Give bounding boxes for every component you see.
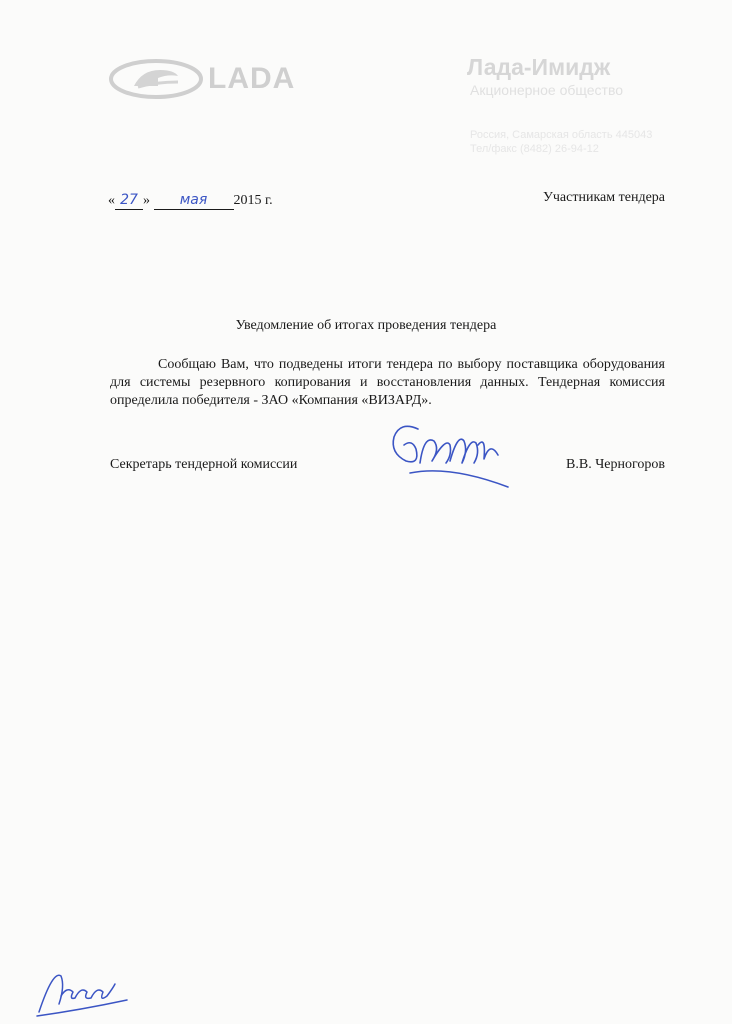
addressee: Участникам тендера (542, 190, 665, 205)
signatory-role: Секретарь тендерной комиссии (110, 457, 298, 472)
phone-line: Тел/факс (8482) 26-94-12 (470, 143, 599, 155)
signatory-name: В.В. Черногоров (566, 457, 665, 472)
company-type: Акционерное общество (470, 82, 624, 98)
lada-wordmark: LADA (208, 62, 296, 95)
date-close-quote: » (143, 193, 150, 208)
date-month: мая (179, 192, 208, 208)
handwritten-signature (380, 415, 515, 500)
handwritten-initials (35, 960, 130, 1020)
company-name: Лада-Имидж (467, 54, 611, 80)
document-title: Уведомление об итогах проведения тендера (235, 318, 497, 333)
lada-logo (108, 58, 328, 100)
date-open-quote: « (108, 193, 115, 208)
address-line: Россия, Самарская область 445043 (470, 129, 653, 141)
lada-boat-emblem-icon (108, 58, 204, 100)
company-address (470, 128, 652, 156)
date-year: 2015 г. (233, 193, 273, 208)
body-paragraph: Сообщаю Вам, что подведены итоги тендера по выбору поставщика оборудования для системы резервного копирования и восстановления данных. Тендерная комиссия определила победителя - ЗАО «Компания «ВИЗАРД». (110, 357, 665, 408)
date-day: 27 (120, 192, 138, 208)
document-date (108, 192, 273, 210)
